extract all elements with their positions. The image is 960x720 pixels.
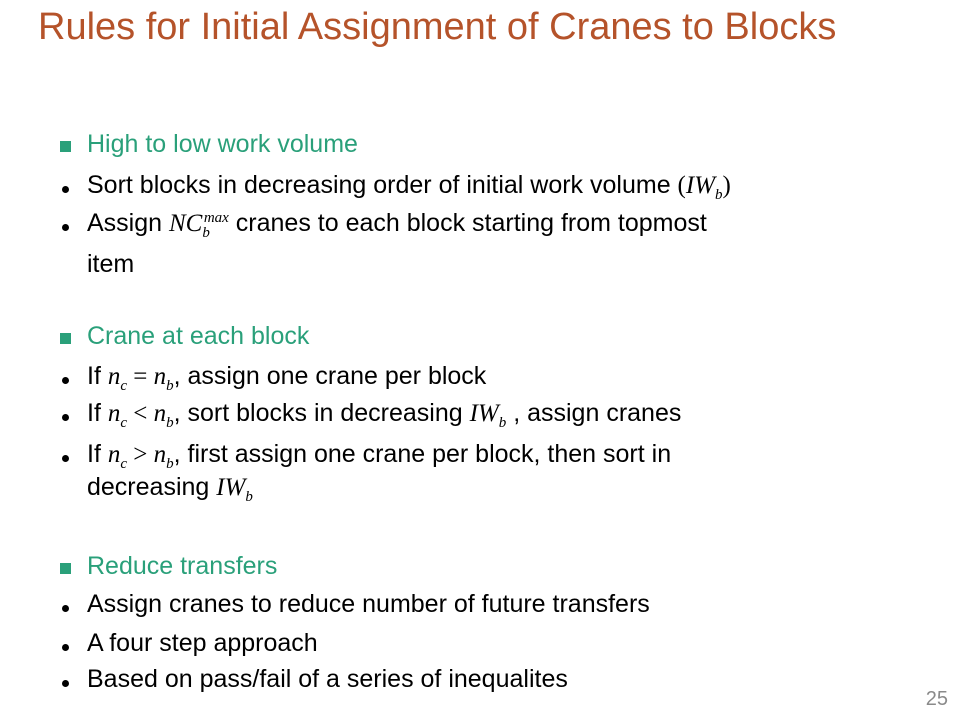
dot-bullet-icon: [55, 361, 75, 391]
square-bullet-icon: [55, 551, 75, 581]
dot-bullet-icon: [55, 438, 75, 471]
section-heading-work-volume: High to low work volume: [87, 129, 927, 159]
page-number: 25: [925, 688, 948, 710]
square-bullet-icon: [55, 321, 75, 351]
dot-bullet-icon: [55, 203, 75, 243]
slide-title: Rules for Initial Assignment of Cranes to Blocks: [38, 6, 837, 48]
bullet-nc-greater-nb: If $n_c > n_b$, first assign one crane per block, then sort in decreasing $IW_b$: [87, 438, 927, 504]
bullet-assign-cranes: Assign $NC_b^{max}$ cranes to each block starting from topmost item: [87, 203, 927, 284]
square-bullet-icon: [55, 129, 75, 159]
dot-bullet-icon: [55, 170, 75, 200]
bullet-nc-equal-nb: If $n_c = n_b$, assign one crane per block: [87, 361, 927, 392]
section-heading-crane-each-block: Crane at each block: [87, 321, 927, 351]
dot-bullet-icon: [55, 628, 75, 658]
bullet-four-step: A four step approach: [87, 628, 927, 658]
bullet-nc-less-nb: If $n_c < n_b$, sort blocks in decreasing $IW_b$ , assign cranes: [87, 398, 927, 429]
dot-bullet-icon: [55, 589, 75, 619]
dot-bullet-icon: [55, 398, 75, 428]
bullet-sort-blocks: Sort blocks in decreasing order of initial work volume $(IW_b)$: [87, 170, 927, 201]
bullet-pass-fail: Based on pass/fail of a series of inequalites: [87, 664, 927, 694]
section-heading-reduce-transfers: Reduce transfers: [87, 551, 927, 581]
dot-bullet-icon: [55, 664, 75, 694]
bullet-reduce-future-transfers: Assign cranes to reduce number of future transfers: [87, 589, 927, 619]
